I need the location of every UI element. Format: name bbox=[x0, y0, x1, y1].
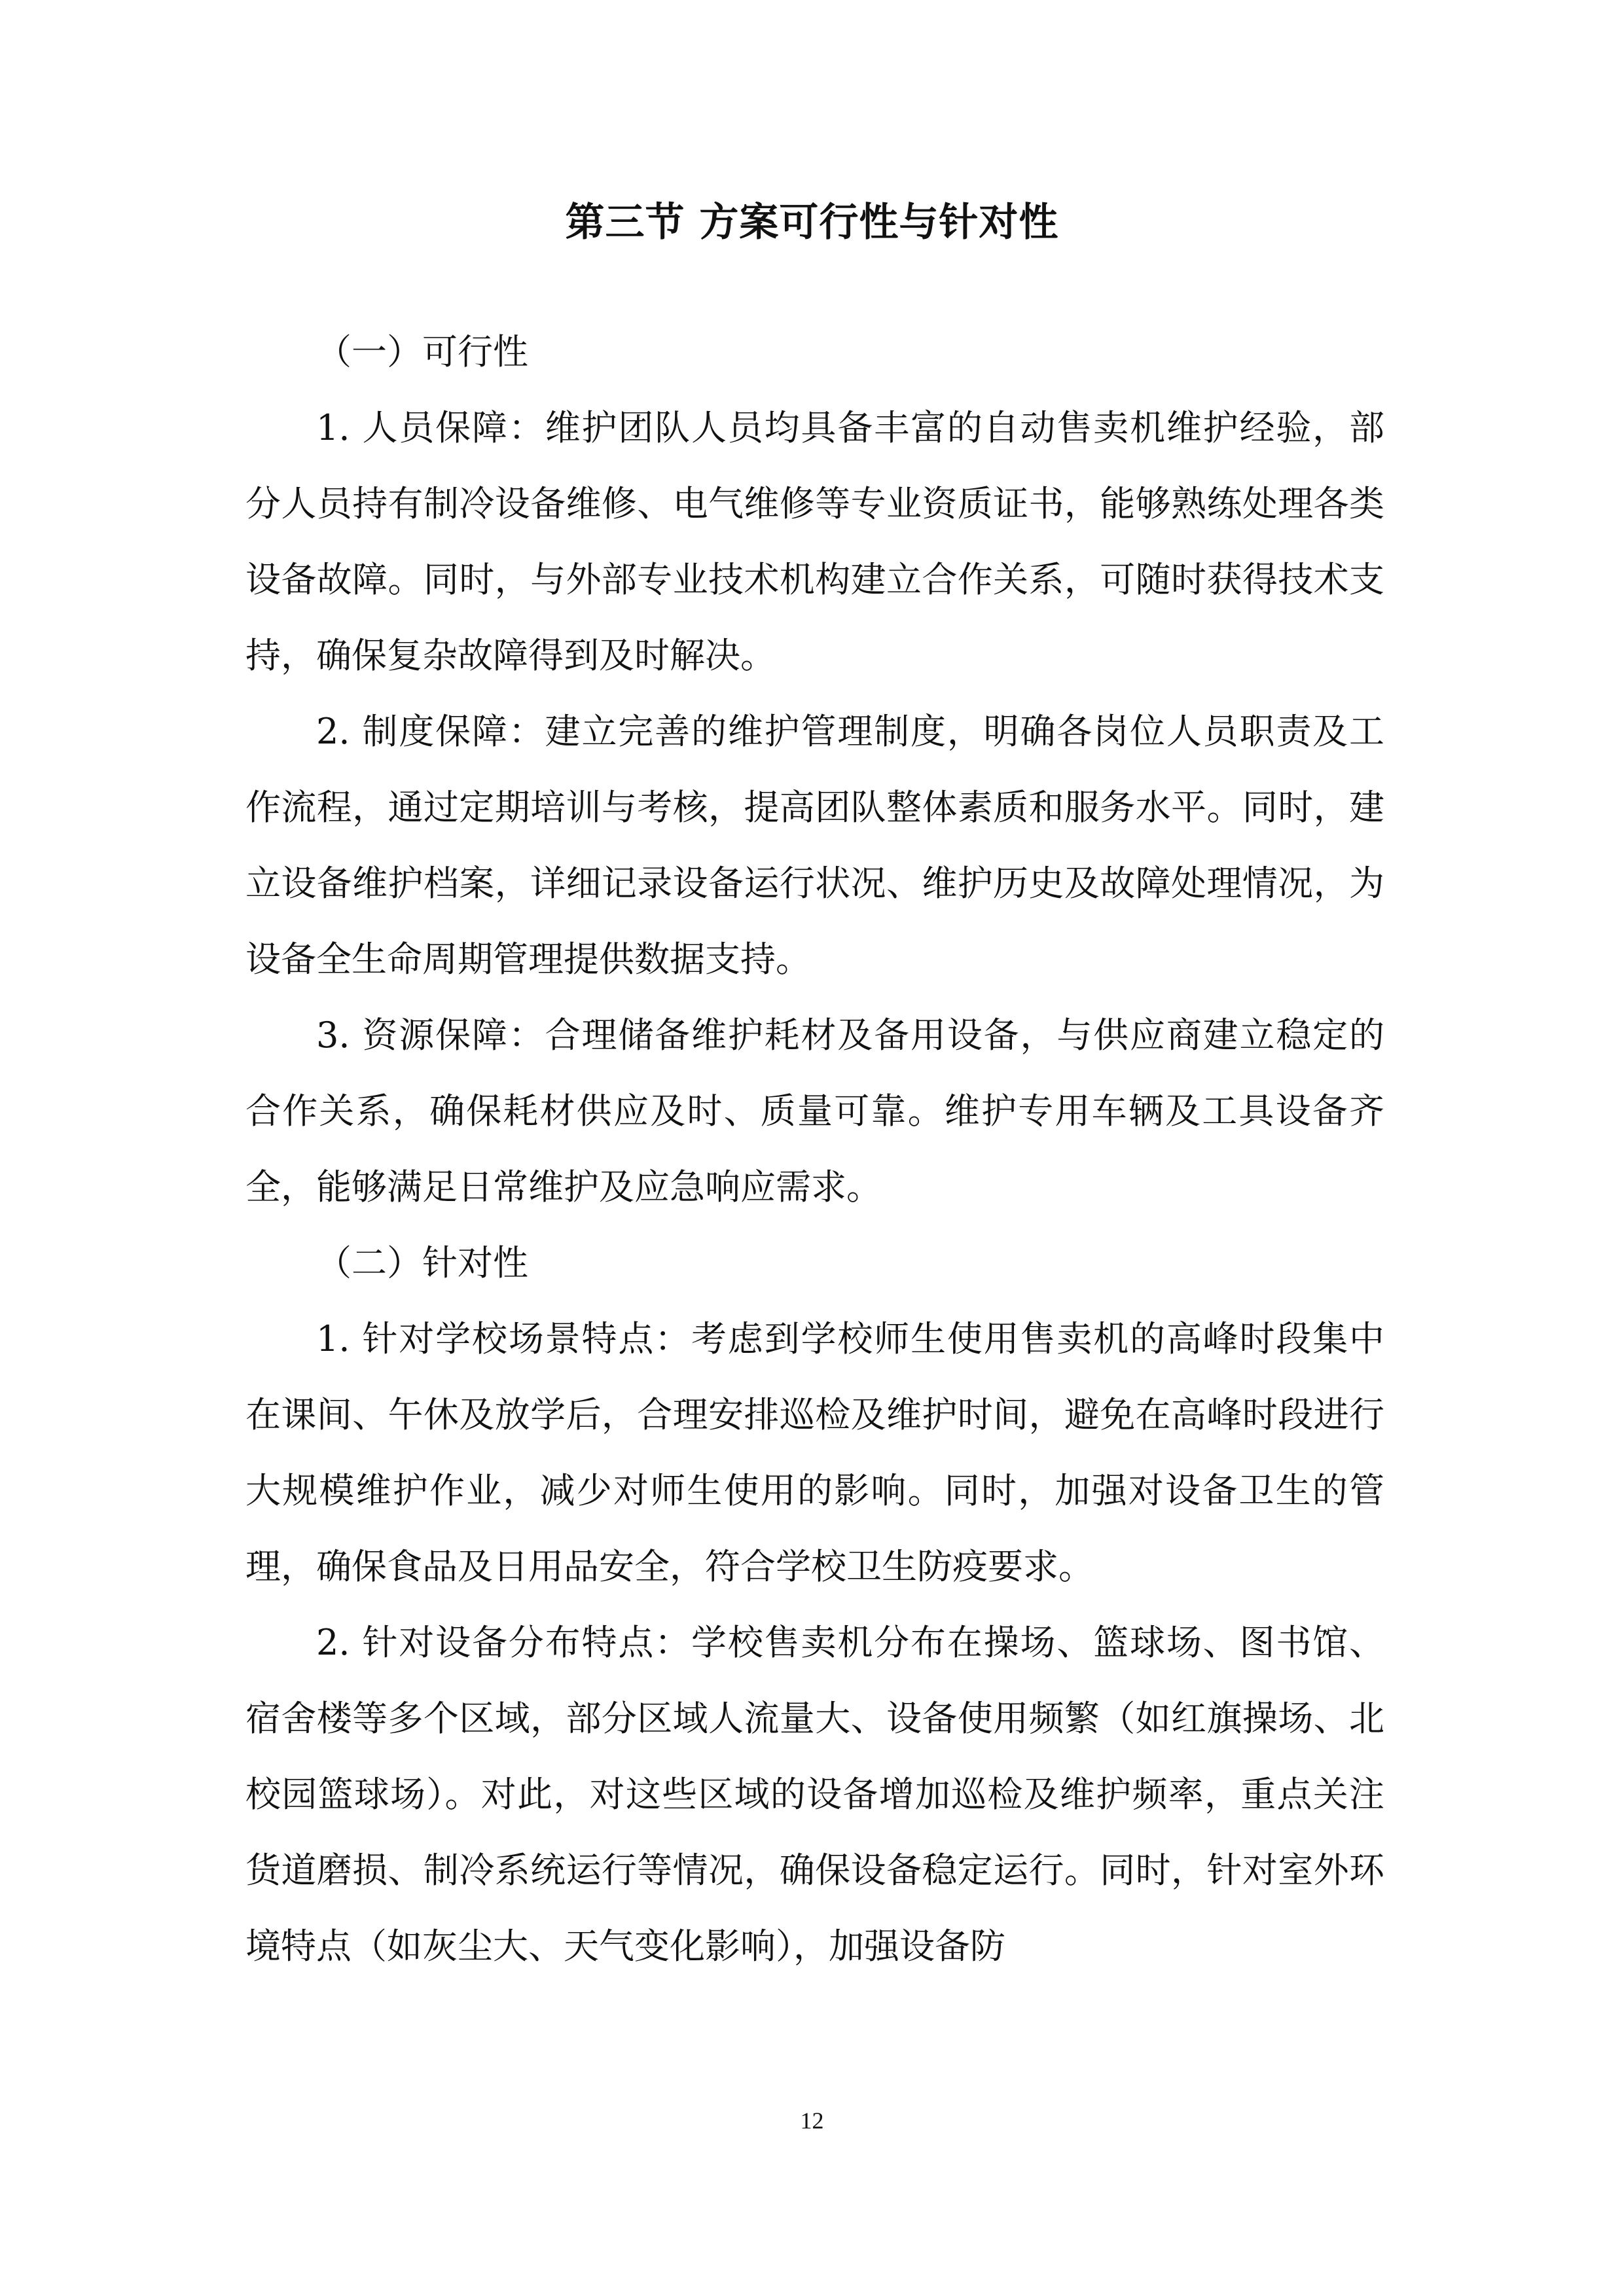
paragraph-resources: 3. 资源保障：合理储备维护耗材及备用设备，与供应商建立稳定的合作关系，确保耗材供应及时、质量可靠。维护专用车辆及工具设备齐全，能够满足日常维护及应急响应需求。 bbox=[245, 1014, 1384, 1208]
paragraph-device-distribution: 2. 针对设备分布特点：学校售卖机分布在操场、篮球场、图书馆、宿舍楼等多个区域，部分区域人流量大、设备使用频繁（如红旗操场、北校园篮球场）。对此，对这些区域的设备增加巡检及维护频率，重点关注货道磨损、制冷系统运行等情况，确保设备稳定运行。同时，针对室外环境特点（如灰尘大、天气变化影响），加强设备防 bbox=[245, 1622, 1384, 1967]
document-body bbox=[245, 314, 1384, 1984]
section-title: 第三节 方案可行性与针对性 bbox=[565, 200, 1059, 245]
paragraph-personnel: 1. 人员保障：维护团队人员均具备丰富的自动售卖机维护经验，部分人员持有制冷设备维修、电气维修等专业资质证书，能够熟练处理各类设备故障。同时，与外部专业技术机构建立合作关系，可随时获得技术支持，确保复杂故障得到及时解决。 bbox=[245, 407, 1384, 676]
paragraph-system: 2. 制度保障：建立完善的维护管理制度，明确各岗位人员职责及工作流程，通过定期培训与考核，提高团队整体素质和服务水平。同时，建立设备维护档案，详细记录设备运行状况、维护历史及故障处理情况，为设备全生命周期管理提供数据支持。 bbox=[245, 711, 1384, 980]
subheading-pertinence: （二）针对性 bbox=[316, 1242, 528, 1283]
paragraph-school-scenario: 1. 针对学校场景特点：考虑到学校师生使用售卖机的高峰时段集中在课间、午休及放学后，合理安排巡检及维护时间，避免在高峰时段进行大规模维护作业，减少对师生使用的影响。同时，加强对设备卫生的管理，确保食品及日用品安全，符合学校卫生防疫要求。 bbox=[245, 1318, 1384, 1587]
subheading-feasibility: （一）可行性 bbox=[316, 331, 528, 372]
page-number: 12 bbox=[800, 2108, 824, 2134]
